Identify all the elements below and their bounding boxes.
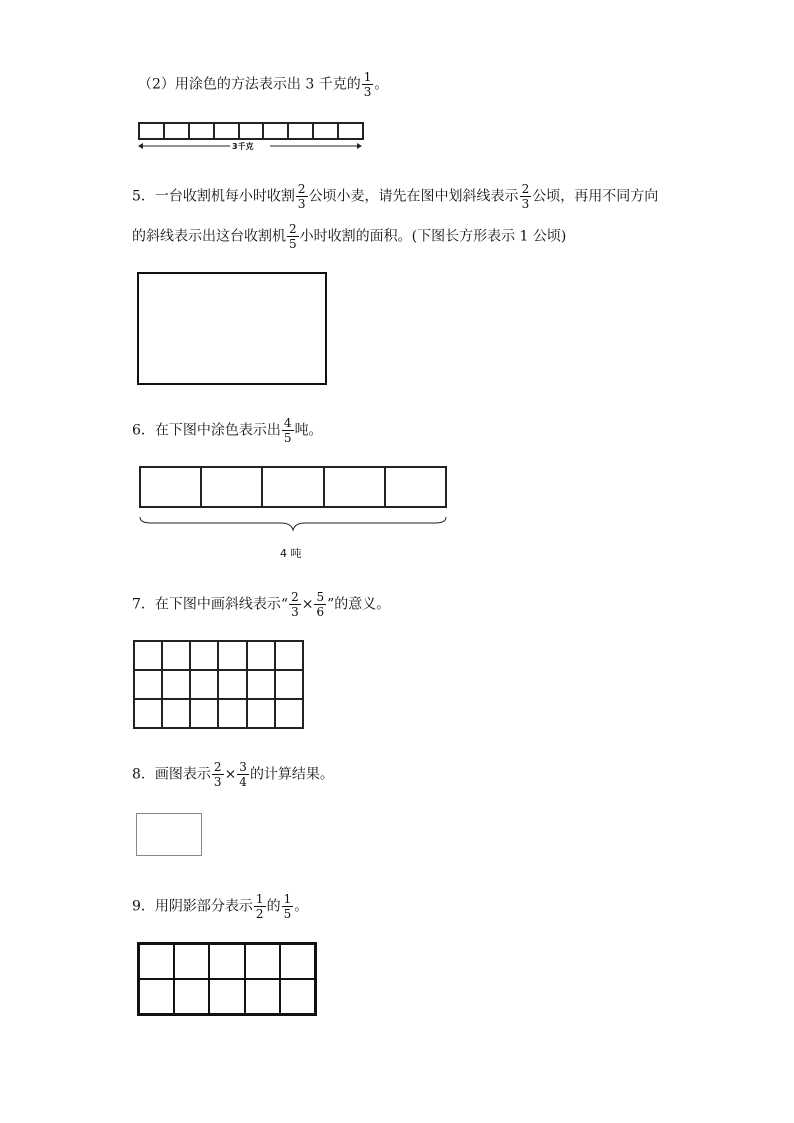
fraction: $\frac{5}{6}$ — [316, 590, 325, 619]
fraction: $\frac{4}{5}$ — [283, 416, 292, 445]
grid-cell[interactable] — [275, 641, 303, 670]
question-7-text: 7．在下图中画斜线表示“ $\frac{2}{3}$ × $\frac{5}{6}$ ”的意义。 — [132, 590, 391, 619]
question-6-text: 6．在下图中涂色表示出 $\frac{4}{5}$ 吨。 — [132, 416, 323, 445]
question-5-line-1: 5．一台收割机每小时收割 $\frac{2}{3}$ 公顷小麦，请先在图中划斜线表示 $\frac{2}{3}$ 公顷，再用不同方向 — [132, 182, 659, 211]
fraction: $\frac{1}{3}$ — [363, 70, 372, 99]
grid-cell[interactable] — [247, 641, 275, 670]
grid-cell[interactable] — [385, 467, 446, 507]
grid-cell[interactable] — [263, 123, 288, 139]
unit-rectangle[interactable] — [136, 813, 202, 856]
grid-cell[interactable] — [174, 979, 209, 1014]
grid-cell[interactable] — [189, 123, 214, 139]
grid-cell[interactable] — [201, 467, 262, 507]
grid-cell[interactable] — [218, 699, 246, 728]
grid-cell[interactable] — [140, 467, 201, 507]
grid-3x6[interactable] — [133, 640, 304, 729]
grid-cell[interactable] — [164, 123, 189, 139]
fraction: $\frac{2}{3}$ — [291, 590, 299, 619]
fraction: $\frac{2}{3}$ — [521, 182, 530, 211]
grid-cell[interactable] — [162, 641, 190, 670]
grid-cell[interactable] — [174, 944, 209, 979]
grid-cell[interactable] — [313, 123, 338, 139]
grid-cell[interactable] — [162, 699, 190, 728]
grid-cell[interactable] — [190, 641, 218, 670]
grid-cell[interactable] — [214, 123, 239, 139]
question-8-text: 8．画图表示 $\frac{2}{3}$ × $\frac{3}{4}$ 的计算结果。 — [132, 760, 334, 789]
hectare-rectangle[interactable] — [137, 272, 327, 385]
grid-cell[interactable] — [245, 944, 280, 979]
ton-strip-5-cells[interactable] — [139, 466, 447, 508]
strip-9-cells[interactable] — [138, 122, 364, 140]
fraction: $\frac{2}{3}$ — [213, 760, 222, 789]
grid-cell[interactable] — [139, 944, 174, 979]
grid-cell[interactable] — [209, 944, 244, 979]
brace-label: 4 吨 — [280, 547, 302, 560]
grid-cell[interactable] — [324, 467, 385, 507]
question-2-part-text: （2）用涂色的方法表示出 3 千克的 $\frac{1}{3}$ 。 — [138, 70, 389, 99]
grid-cell[interactable] — [190, 670, 218, 699]
grid-cell[interactable] — [239, 123, 264, 139]
grid-cell[interactable] — [262, 467, 323, 507]
grid-cell[interactable] — [134, 670, 162, 699]
grid-cell[interactable] — [247, 670, 275, 699]
fraction: $\frac{2}{5}$ — [289, 222, 297, 251]
grid-2x5[interactable] — [137, 942, 317, 1016]
grid-cell[interactable] — [190, 699, 218, 728]
fraction: $\frac{2}{3}$ — [297, 182, 306, 211]
fraction: $\frac{3}{4}$ — [239, 760, 247, 789]
grid-cell[interactable] — [338, 123, 363, 139]
fraction: $\frac{1}{2}$ — [255, 892, 264, 921]
grid-cell[interactable] — [288, 123, 313, 139]
grid-cell[interactable] — [162, 670, 190, 699]
grid-cell[interactable] — [218, 641, 246, 670]
grid-cell[interactable] — [245, 979, 280, 1014]
grid-cell[interactable] — [134, 641, 162, 670]
grid-cell[interactable] — [280, 944, 315, 979]
fraction: $\frac{1}{5}$ — [283, 892, 292, 921]
grid-cell[interactable] — [275, 699, 303, 728]
strip-label: 3千克 — [232, 142, 254, 151]
grid-cell[interactable] — [247, 699, 275, 728]
grid-cell[interactable] — [134, 699, 162, 728]
grid-cell[interactable] — [280, 979, 315, 1014]
question-9-text: 9．用阴影部分表示 $\frac{1}{2}$ 的 $\frac{1}{5}$ 。 — [132, 892, 309, 921]
grid-cell[interactable] — [209, 979, 244, 1014]
grid-cell[interactable] — [139, 123, 164, 139]
curly-brace — [139, 516, 447, 532]
grid-cell[interactable] — [275, 670, 303, 699]
grid-cell[interactable] — [139, 979, 174, 1014]
grid-cell[interactable] — [218, 670, 246, 699]
question-5-line-2: 的斜线表示出这台收割机 $\frac{2}{5}$ 小时收割的面积。(下图长方形表示 1 公顷) — [132, 222, 567, 251]
